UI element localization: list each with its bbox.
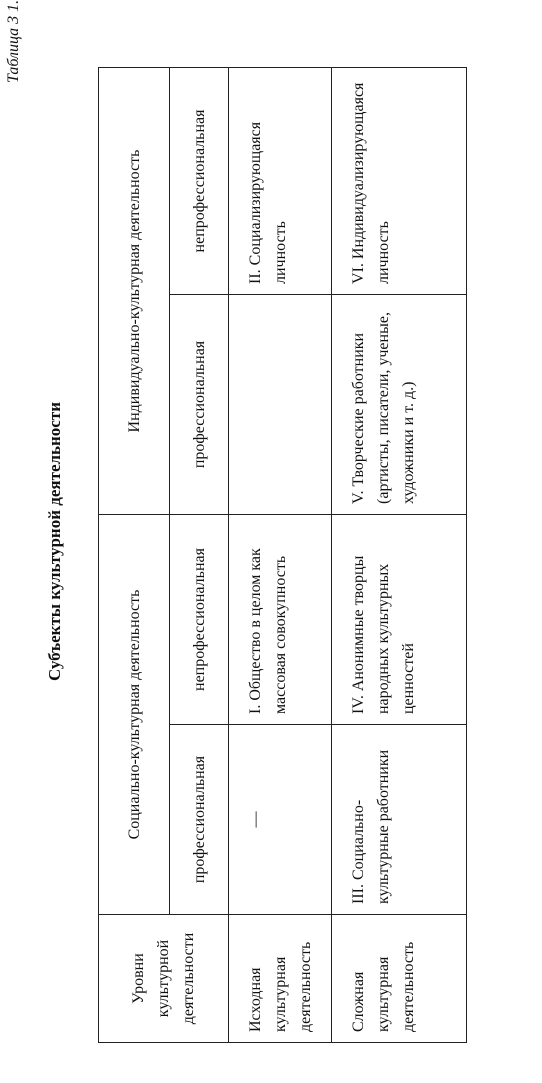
- table-cell: VI. Индивидуализирующаяся личность: [332, 67, 467, 294]
- sub-header-social-professional: профессиональная: [170, 725, 229, 915]
- table-row: [229, 67, 332, 1042]
- table-cell: V. Творческие работники (артисты, писатели, ученые, художники и т. д.): [332, 294, 467, 514]
- table-cell: IV. Анонимные творцы народных культурных ценностей: [332, 514, 467, 724]
- table-row: [332, 67, 467, 1042]
- corner-header: Уровни культурной деятельности: [99, 915, 229, 1043]
- table-title: Субъекты культурной деятельности: [45, 402, 64, 682]
- group-header-social: Социально-культурная деятельность: [99, 514, 170, 914]
- row-level-label: Сложная культурная деятельность: [332, 915, 467, 1043]
- table-cell: III. Социально-культурные работники: [332, 725, 467, 915]
- subjects-table: [98, 67, 467, 1043]
- table-cell: —: [229, 725, 332, 915]
- table-cell: [229, 294, 332, 514]
- table-cell: I. Общество в целом как массовая совокупность: [229, 514, 332, 724]
- group-header-individual: Индивидуально-культурная деятельность: [99, 67, 170, 514]
- sub-header-social-nonprofessional: непрофессиональная: [170, 514, 229, 724]
- table-caption: Таблица 3 1.: [5, 0, 22, 83]
- table-cell: II. Социализирующаяся личность: [229, 67, 332, 294]
- sub-header-individual-professional: профессиональная: [170, 294, 229, 514]
- sub-header-individual-nonprofessional: непрофессиональная: [170, 67, 229, 294]
- row-level-label: Исходная культурная деятельность: [229, 915, 332, 1043]
